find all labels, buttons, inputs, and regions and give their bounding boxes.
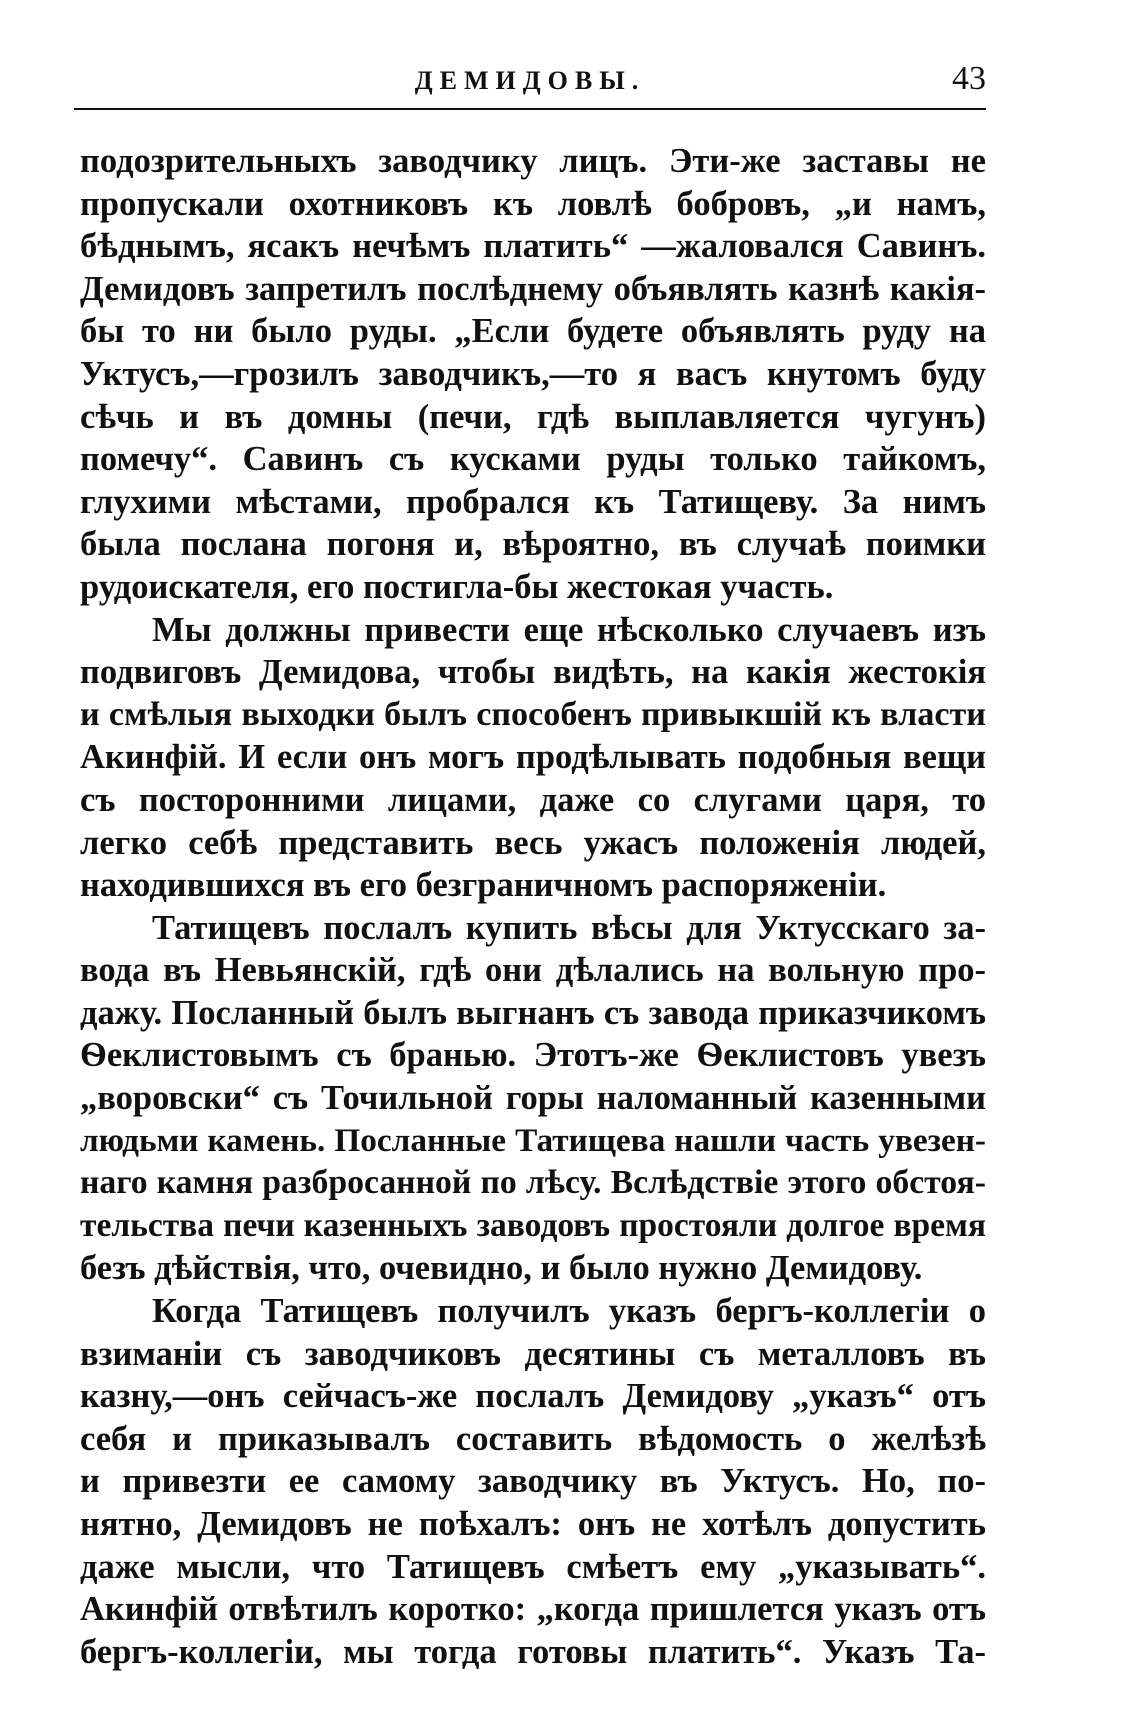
- text-line: и смѣлыя выходки былъ способенъ привыкшій къ власти: [80, 695, 986, 733]
- text-line: взиманіи съ заводчиковъ десятины съ металловъ въ: [80, 1334, 986, 1373]
- text-line: пропускали охотниковъ къ ловлѣ бобровъ, „и намъ,: [80, 184, 986, 223]
- paragraph-3: [80, 907, 986, 1290]
- text-line: бы то ни было руды. „Если будете объявлять руду на: [80, 312, 986, 351]
- text-line: бергъ-коллегіи, мы тогда готовы платить“. Указъ Та-: [80, 1632, 986, 1671]
- text-line: Мы должны привести еще нѣсколько случаевъ изъ: [152, 610, 986, 649]
- text-line: съ посторонними лицами, даже со слугами царя, то: [80, 780, 986, 819]
- text-line: подозрительныхъ заводчику лицъ. Эти-же заставы не: [80, 142, 986, 180]
- text-line: сѣчь и въ домны (печи, гдѣ выплавляется чугунъ): [80, 397, 986, 436]
- running-title: ДЕМИДОВЫ.: [414, 66, 646, 95]
- text-line: Демидовъ запретилъ послѣднему объявлять казнѣ какія-: [80, 269, 986, 308]
- text-line: и привезти ее самому заводчику въ Уктусъ. Но, по-: [80, 1462, 986, 1501]
- page-number: 43: [952, 60, 986, 97]
- text-line: нятно, Демидовъ не поѣхалъ: онъ не хотѣлъ допустить: [80, 1505, 986, 1543]
- text-line: Татищевъ послалъ купить вѣсы для Уктусскаго за-: [152, 908, 986, 947]
- running-head: [74, 58, 986, 110]
- text-line: казну,—онъ сейчасъ-же послалъ Демидову „указъ“ отъ: [80, 1377, 986, 1416]
- text-line: была послана погоня и, вѣроятно, въ случаѣ поимки: [80, 525, 986, 564]
- text-line: глухими мѣстами, пробрался къ Татищеву. За нимъ: [80, 482, 986, 521]
- text-line: подвиговъ Демидова, чтобы видѣть, на какія жестокія: [80, 653, 986, 692]
- body-text: [80, 140, 986, 1673]
- text-line: даже мысли, что Татищевъ смѣетъ ему „указывать“.: [80, 1547, 986, 1586]
- text-line: тельства печи казенныхъ заводовъ простояли долгое время: [80, 1206, 986, 1244]
- text-line: людьми камень. Посланные Татищева нашли часть увезен-: [80, 1121, 986, 1159]
- text-line: Ѳеклистовымъ съ бранью. Этотъ-же Ѳеклистовъ увезъ: [80, 1036, 986, 1075]
- text-line: рудоискателя, его постигла-бы жестокая участь.: [80, 567, 834, 606]
- text-line: себя и приказывалъ составить вѣдомость о желѣзѣ: [80, 1419, 986, 1458]
- paragraph-2: [80, 609, 986, 907]
- text-line: помечу“. Савинъ съ кусками руды только тайкомъ,: [80, 440, 986, 479]
- text-line: Уктусъ,—грозилъ заводчикъ,—то я васъ кнутомъ буду: [80, 354, 986, 393]
- text-line: вода въ Невьянскій, гдѣ они дѣлались на вольную про-: [80, 951, 986, 990]
- text-line: Акинфій. И если онъ могъ продѣлывать подобныя вещи: [80, 738, 986, 777]
- text-line: легко себѣ представить весь ужасъ положенія людей,: [80, 823, 986, 862]
- text-line: безъ дѣйствія, что, очевидно, и было нужно Демидову.: [80, 1249, 923, 1288]
- text-line: бѣднымъ, ясакъ нечѣмъ платить“ —жаловался Савинъ.: [80, 227, 986, 266]
- text-line: „воровски“ съ Точильной горы наломанный казенными: [80, 1079, 986, 1118]
- text-line: находившихся въ его безграничномъ распоряженіи.: [80, 866, 887, 905]
- text-line: наго камня разбросанной по лѣсу. Вслѣдствіе этого обстоя-: [80, 1164, 986, 1202]
- paragraph-4: [80, 1290, 986, 1673]
- text-line: Акинфій отвѣтилъ коротко: „когда пришлется указъ отъ: [80, 1590, 986, 1629]
- text-line: Когда Татищевъ получилъ указъ бергъ-коллегіи о: [152, 1292, 986, 1331]
- text-line: дажу. Посланный былъ выгнанъ съ завода приказчикомъ: [80, 993, 986, 1032]
- paragraph-1: [80, 140, 986, 609]
